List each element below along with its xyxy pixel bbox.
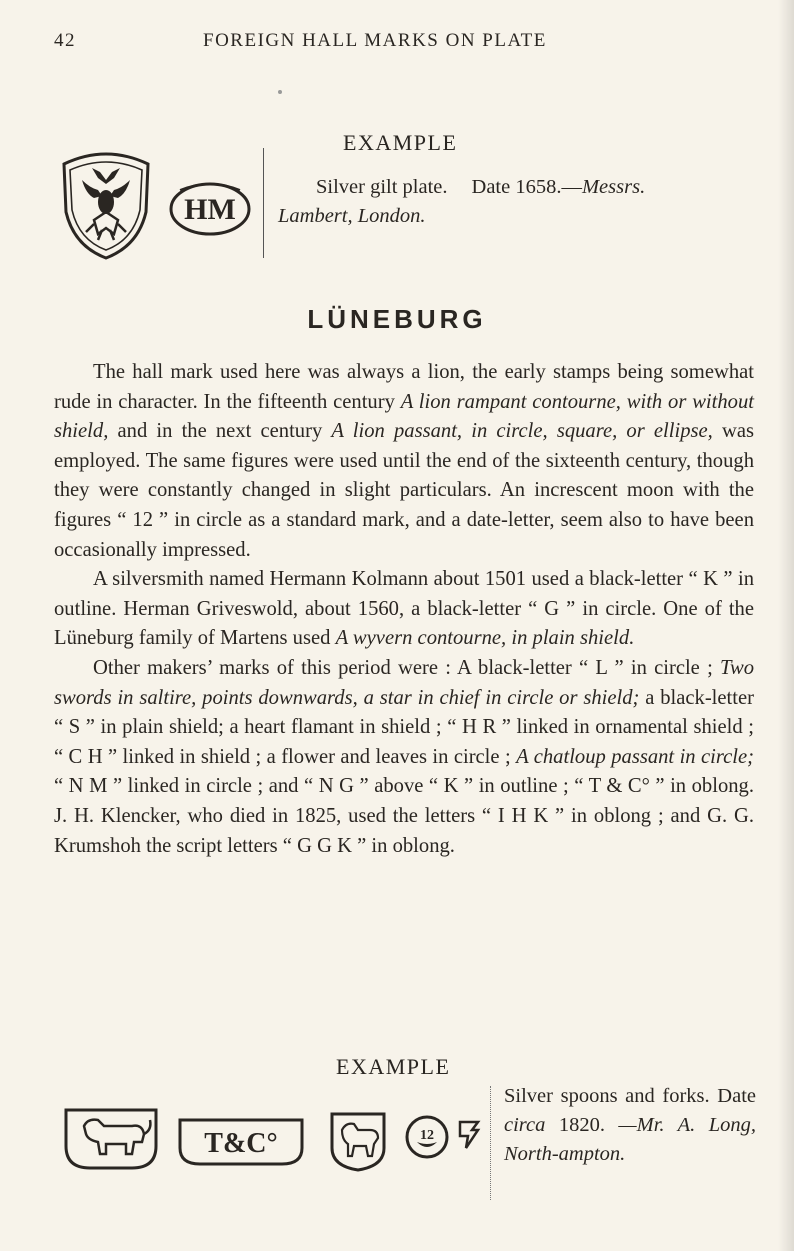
moon-12-circle-mark <box>404 1114 450 1160</box>
example1-item: Silver gilt plate. <box>316 176 448 198</box>
italic-run: A chatloup passant in circle; <box>516 745 754 768</box>
italic-run: A lion rampant contourne, with or without shield, <box>54 390 754 443</box>
section-heading: LÜNEBURG <box>307 304 487 334</box>
example2-circa: circa <box>504 1114 546 1136</box>
date-letter-mark <box>454 1114 484 1154</box>
text-run: Other makers’ marks of this period were : A black-letter “ L ” in circle ; <box>93 656 721 679</box>
svg-text:12: 12 <box>420 1128 434 1143</box>
text-run: “ N M ” linked in circle ; and “ N G ” above “ K ” in outline ; “ T & C° ” in oblong. J. H. Klencker, who died in 1825, used the letters “ I H K ” in oblong ; and G. G. Krumshoh the script letters “ G G K ” in oblong. <box>54 775 754 857</box>
text-run: a black-letter “ S ” in plain shield; a heart flamant in shield ; “ H R ” linked in ornamental shield ; “ C H ” linked in shield ; a flower and leaves in circle ; <box>54 686 754 768</box>
t-and-co-oblong-mark <box>176 1116 306 1168</box>
lion-oblong-mark <box>62 1106 160 1172</box>
text-run: was employed. The same figures were used until the end of the sixteenth century, though they were constantly changed in slight particulars. An increscent moon with the figures “ 12 ” in circle as a standard mark, and a date-letter, seem also to have been occasionally impressed. <box>54 420 754 561</box>
example2-date: 1820. <box>545 1114 605 1136</box>
italic-run: A wyvern contourne, in plain shield. <box>335 627 635 650</box>
example1-maker-1: Messrs. <box>581 176 646 198</box>
example1-maker-2: Lambert, <box>278 205 353 227</box>
example2-description <box>504 1082 756 1169</box>
speck <box>278 90 282 94</box>
example1-date: Date 1658.— <box>471 176 582 198</box>
example-label: EXAMPLE <box>343 130 458 155</box>
divider-line <box>490 1086 491 1200</box>
running-title: FOREIGN HALL MARKS ON PLATE <box>203 30 547 51</box>
t-and-co-text: T&C° <box>204 1128 278 1159</box>
italic-run: Two swords in saltire, points downwards, a star in chief in circle or shield; <box>54 656 754 709</box>
hm-monogram-mark <box>168 180 252 238</box>
text-run: and in the next century <box>108 420 332 443</box>
running-head <box>0 30 794 60</box>
paragraph-2 <box>54 565 754 654</box>
example2-item: Silver spoons and forks. Date <box>504 1085 756 1107</box>
example1-location: London. <box>357 205 426 227</box>
eagle-shield-mark <box>58 150 154 262</box>
paragraph-3 <box>54 654 754 861</box>
example2-maker: —Mr. A. Long, North-ampton. <box>504 1114 756 1165</box>
text-run: A silversmith named Hermann Kolmann about 1501 used a black-letter “ K ” in outline. Herman Griveswold, about 1560, a black-letter “ G ” in circle. One of the Lüneburg family of Martens used <box>54 568 754 650</box>
paragraph-1 <box>54 358 754 565</box>
text-run: The hall mark used here was always a lion, the early stamps being somewhat rude in character. In the fifteenth century <box>54 361 754 413</box>
page-number: 42 <box>54 30 76 51</box>
example-label: EXAMPLE <box>336 1054 451 1079</box>
italic-run: A lion passant, in circle, square, or ellipse, <box>331 420 713 443</box>
example1-description <box>278 173 758 231</box>
body-text <box>54 358 754 861</box>
divider-line <box>263 148 264 258</box>
hm-monogram-text: HM <box>184 193 236 226</box>
lion-shield-mark <box>326 1108 390 1174</box>
